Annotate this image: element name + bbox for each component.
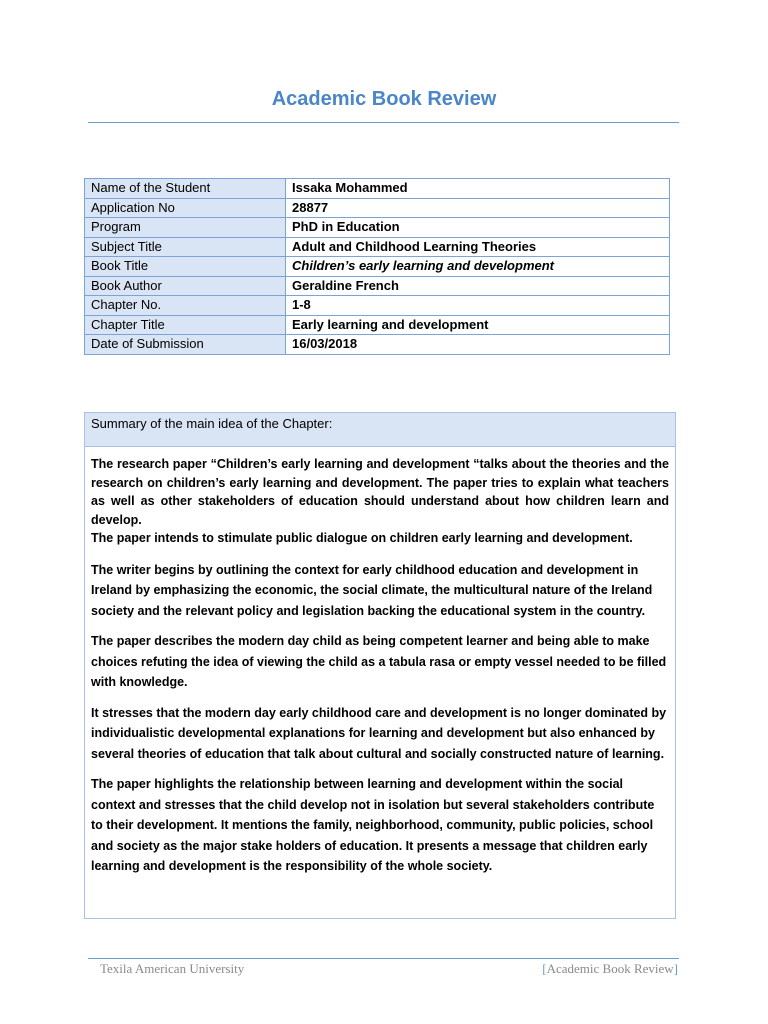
table-row bbox=[85, 237, 670, 257]
row-value: Children’s early learning and development bbox=[286, 257, 670, 277]
row-value: PhD in Education bbox=[286, 218, 670, 238]
table-row bbox=[85, 257, 670, 277]
document-title: Academic Book Review bbox=[271, 88, 497, 110]
row-value: 1-8 bbox=[286, 296, 670, 316]
footer-doc-title-text: Academic Book Review bbox=[546, 961, 674, 976]
summary-paragraph: The writer begins by outlining the context for early childhood education and development in Ireland by emphasizing the economic, the social climate, the multicultural nature of the Ireland society and the relevant policy and legislation backing the educational system in the country. bbox=[91, 562, 653, 618]
row-label: Program bbox=[85, 218, 286, 238]
footer-divider bbox=[88, 958, 679, 959]
row-label: Date of Submission bbox=[85, 335, 286, 355]
footer-institution: Texila American University bbox=[100, 961, 245, 976]
summary-paragraph: The research paper “Children’s early learning and development “talks about the theories and the research on children’s early learning and development. The paper tries to explain what teachers as well as other stakeholders of education should understand about how children learn and develop. bbox=[91, 457, 669, 527]
summary-paragraph: The paper intends to stimulate public dialogue on children early learning and development. bbox=[91, 531, 633, 545]
table-row bbox=[85, 198, 670, 218]
summary-paragraph: The paper highlights the relationship between learning and development within the social context and stresses that the child develop not in isolation but several stakeholders contribute to their development. It mentions the family, neighborhood, community, public policies, school and society as the major stake holders of education. It presents a message that children early learning and development is the responsibility of the whole society. bbox=[91, 777, 655, 873]
summary-paragraph: It stresses that the modern day early childhood care and development is no longer dominated by individualistic developmental explanations for learning and development but also enhanced by several theories of education that talk about cultural and socially constructed nature of learning. bbox=[91, 705, 667, 761]
row-value: 16/03/2018 bbox=[286, 335, 670, 355]
row-label: Name of the Student bbox=[85, 179, 286, 199]
row-label: Chapter No. bbox=[85, 296, 286, 316]
table-row bbox=[85, 335, 670, 355]
title-divider bbox=[88, 122, 679, 123]
student-info-table bbox=[84, 178, 670, 355]
table-row bbox=[85, 276, 670, 296]
row-label: Application No bbox=[85, 198, 286, 218]
table-row bbox=[85, 296, 670, 316]
summary-body bbox=[85, 447, 675, 877]
row-value: Early learning and development bbox=[286, 315, 670, 335]
summary-paragraph: The paper describes the modern day child as being competent learner and being able to make choices refuting the idea of viewing the child as a tabula rasa or empty vessel needed to be filled with knowledge. bbox=[91, 634, 667, 689]
summary-box bbox=[84, 412, 676, 919]
row-label: Book Title bbox=[85, 257, 286, 277]
row-label: Chapter Title bbox=[85, 315, 286, 335]
row-value: Issaka Mohammed bbox=[286, 179, 670, 199]
table-row bbox=[85, 218, 670, 238]
table-row bbox=[85, 315, 670, 335]
row-value: 28877 bbox=[286, 198, 670, 218]
footer-bracket-close: ] bbox=[673, 961, 678, 976]
row-value: Geraldine French bbox=[286, 276, 670, 296]
row-value: Adult and Childhood Learning Theories bbox=[286, 237, 670, 257]
table-row bbox=[85, 179, 670, 199]
footer-doc-title bbox=[542, 961, 678, 977]
summary-heading: Summary of the main idea of the Chapter: bbox=[85, 413, 675, 447]
row-label: Book Author bbox=[85, 276, 286, 296]
footer-bracket-open: [ bbox=[542, 961, 547, 976]
row-label: Subject Title bbox=[85, 237, 286, 257]
